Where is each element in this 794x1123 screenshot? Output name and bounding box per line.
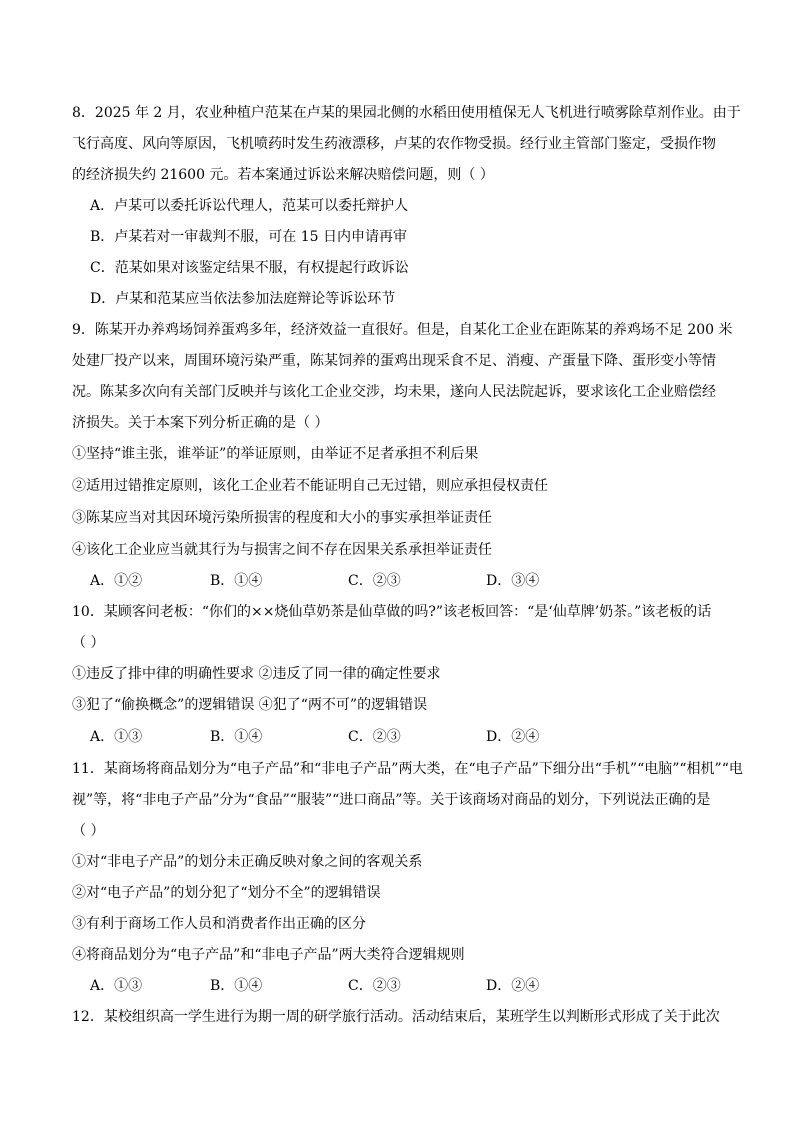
- question-11-statement-1: ①对“非电子产品”的划分未正确反映对象之间的客观关系: [72, 854, 423, 870]
- question-11-stem: （ ）: [72, 823, 105, 839]
- choice-d: D．③④: [486, 573, 540, 589]
- choice-b: B．①④: [210, 978, 263, 994]
- question-11-statement-3: ③有利于商场工作人员和消费者作出正确的区分: [72, 916, 366, 932]
- question-9-stem: 况。陈某多次向有关部门反映并与该化工企业交涉，均未果，遂向人民法院起诉，要求该化工企业赔偿经: [72, 384, 716, 400]
- question-11-statement-4: ④将商品划分为“电子产品”和“非电子产品”两大类符合逻辑规则: [72, 947, 465, 963]
- question-11-stem: 视”等，将“非电子产品”分为“食品”“服装”“进口商品”等。关于该商场对商品的划分，下列说法正确的是: [72, 792, 711, 808]
- question-9-statement-1: ①坚持“谁主张，谁举证”的举证原则，由举证不足者承担不利后果: [72, 446, 479, 462]
- question-8-option-c: C．范某如果对该鉴定结果不服，有权提起行政诉讼: [90, 260, 409, 276]
- choice-c: C．②③: [348, 729, 401, 745]
- question-8-option-d: D．卢某和范某应当依法参加法庭辩论等诉讼环节: [90, 291, 396, 307]
- question-10-stem: 10．某顾客问老板：“你们的××烧仙草奶茶是仙草做的吗?”该老板回答：“是‘仙草牌’奶茶。”该老板的话: [72, 604, 712, 620]
- choice-d: D．②④: [486, 729, 540, 745]
- question-8-stem: 飞行高度、风向等原因，飞机喷药时发生药液漂移，卢某的农作物受损。经行业主管部门鉴定，受损作物: [72, 136, 716, 152]
- choice-c: C．②③: [348, 573, 401, 589]
- question-9-stem: 处建厂投产以来，周围环境污染严重，陈某饲养的蛋鸡出现采食不足、消瘦、产蛋量下降、蛋形变小等情: [72, 353, 716, 369]
- question-8-stem: 的经济损失约 21600 元。若本案通过诉讼来解决赔偿问题，则（ ）: [72, 167, 494, 183]
- question-10-statements-3-4: ③犯了“偷换概念”的逻辑错误 ④犯了“两不可”的逻辑错误: [72, 697, 428, 713]
- choice-b: B．①④: [210, 573, 263, 589]
- choice-b: B．①④: [210, 729, 263, 745]
- choice-d: D．②④: [486, 978, 540, 994]
- question-12-stem: 12．某校组织高一学生进行为期一周的研学旅行活动。活动结束后，某班学生以判断形式形成了关于此次: [72, 1009, 720, 1025]
- question-10-stem: （ ）: [72, 635, 105, 651]
- question-11-statement-2: ②对“电子产品”的划分犯了“划分不全”的逻辑错误: [72, 885, 381, 901]
- question-9-statement-4: ④该化工企业应当就其行为与损害之间不存在因果关系承担举证责任: [72, 542, 492, 558]
- question-10-statements-1-2: ①违反了排中律的明确性要求 ②违反了同一律的确定性要求: [72, 666, 441, 682]
- choice-a: A．①③: [90, 978, 143, 994]
- choice-a: A．①②: [90, 573, 143, 589]
- choice-a: A．①③: [90, 729, 143, 745]
- question-9-statement-2: ②适用过错推定原则，该化工企业若不能证明自己无过错，则应承担侵权责任: [72, 478, 548, 494]
- question-9-statement-3: ③陈某应当对其因环境污染所损害的程度和大小的事实承担举证责任: [72, 510, 492, 526]
- question-11-stem: 11．某商场将商品划分为“电子产品”和“非电子产品”两大类，在“电子产品”下细分出“手机”“电脑”“相机”“电: [72, 761, 743, 777]
- question-9-stem: 9．陈某开办养鸡场饲养蛋鸡多年，经济效益一直很好。但是，自某化工企业在距陈某的养鸡场不足 200 米: [72, 322, 733, 338]
- question-8-option-a: A．卢某可以委托诉讼代理人，范某可以委托辩护人: [90, 198, 409, 214]
- question-8-option-b: B．卢某若对一审裁判不服，可在 15 日内申请再审: [90, 229, 408, 245]
- question-8-stem: 8．2025 年 2 月，农业种植户范某在卢某的果园北侧的水稻田使用植保无人飞机进行喷雾除草剂作业。由于: [72, 105, 741, 121]
- choice-c: C．②③: [348, 978, 401, 994]
- question-9-stem: 济损失。关于本案下列分析正确的是（ ）: [72, 415, 329, 431]
